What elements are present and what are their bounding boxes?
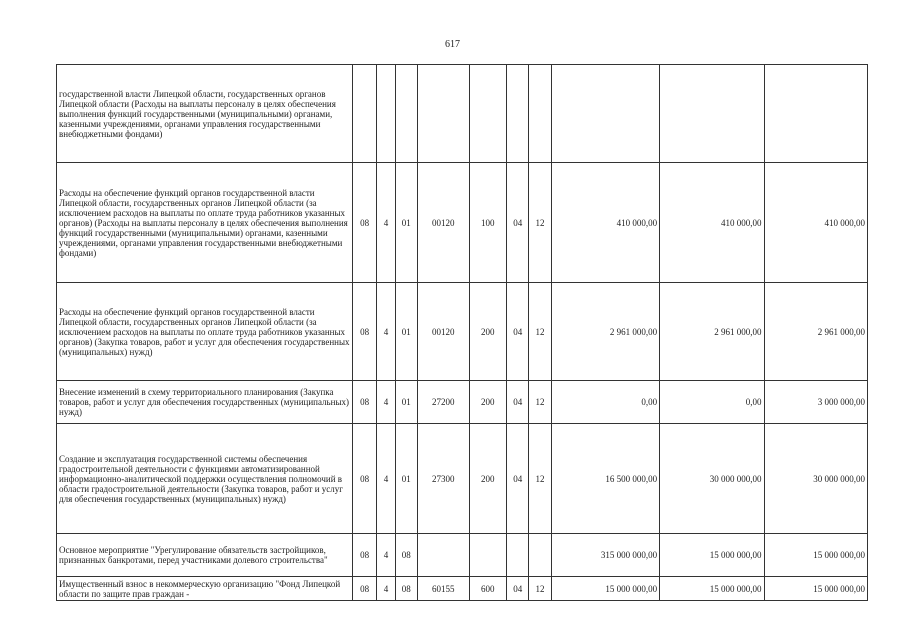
- code-cell: [469, 534, 507, 577]
- code-cell: [377, 65, 395, 163]
- code-cell: 00120: [417, 283, 469, 381]
- code-cell: 08: [353, 577, 377, 601]
- amount-cell: 0,00: [551, 381, 659, 424]
- amount-cell: 0,00: [660, 381, 764, 424]
- code-cell: 01: [395, 381, 417, 424]
- budget-table: [56, 64, 868, 601]
- code-cell: [529, 65, 551, 163]
- amount-cell: [764, 65, 867, 163]
- code-cell: 60155: [417, 577, 469, 601]
- code-cell: [529, 534, 551, 577]
- amount-cell: 16 500 000,00: [551, 424, 659, 534]
- amount-cell: 2 961 000,00: [660, 283, 764, 381]
- code-cell: 08: [353, 424, 377, 534]
- row-description: Создание и эксплуатация государственной системы обеспечения градостроительной деятельности с функциями автоматизированной информационно-аналитической поддержки осуществления полномочий в области градостроительной деятельности (Закупка товаров, работ и услуг для обеспечения государственных (муниципальных) нужд): [57, 424, 353, 534]
- amount-cell: 15 000 000,00: [660, 577, 764, 601]
- code-cell: 00120: [417, 163, 469, 283]
- amount-cell: [660, 65, 764, 163]
- code-cell: 04: [507, 283, 529, 381]
- code-cell: 12: [529, 381, 551, 424]
- amount-cell: 15 000 000,00: [764, 577, 867, 601]
- amount-cell: 3 000 000,00: [764, 381, 867, 424]
- code-cell: 04: [507, 424, 529, 534]
- code-cell: 200: [469, 424, 507, 534]
- code-cell: 4: [377, 163, 395, 283]
- code-cell: 12: [529, 283, 551, 381]
- code-cell: 100: [469, 163, 507, 283]
- code-cell: 4: [377, 424, 395, 534]
- row-description: Расходы на обеспечение функций органов государственной власти Липецкой области, государственных органов Липецкой области (за исключением расходов на выплаты по оплате труда работников указанных органов) (Расходы на выплаты персоналу в целях обеспечения выполнения функций государственными (муниципальными) органами, казенными учреждениями, органами управления государственными внебюджетными фондами): [57, 163, 353, 283]
- table-row: [57, 534, 868, 577]
- code-cell: 08: [395, 577, 417, 601]
- code-cell: 12: [529, 577, 551, 601]
- code-cell: 08: [353, 283, 377, 381]
- code-cell: 4: [377, 283, 395, 381]
- code-cell: 04: [507, 577, 529, 601]
- amount-cell: 410 000,00: [660, 163, 764, 283]
- code-cell: [507, 65, 529, 163]
- table-row: [57, 283, 868, 381]
- code-cell: 12: [529, 424, 551, 534]
- table-row: [57, 163, 868, 283]
- amount-cell: 30 000 000,00: [660, 424, 764, 534]
- amount-cell: 410 000,00: [764, 163, 867, 283]
- amount-cell: 2 961 000,00: [764, 283, 867, 381]
- code-cell: 08: [353, 381, 377, 424]
- amount-cell: 2 961 000,00: [551, 283, 659, 381]
- code-cell: 4: [377, 381, 395, 424]
- row-description: государственной власти Липецкой области, государственных органов Липецкой области (Расходы на выплаты персоналу в целях обеспечения выполнения функций государственными (муниципальными) органами, казенными учреждениями, органами управления государственными внебюджетными фондами): [57, 65, 353, 163]
- page-number: 617: [445, 39, 460, 50]
- code-cell: 01: [395, 283, 417, 381]
- amount-cell: 410 000,00: [551, 163, 659, 283]
- code-cell: 12: [529, 163, 551, 283]
- row-description: Внесение изменений в схему территориального планирования (Закупка товаров, работ и услуг для обеспечения государственных (муниципальных) нужд): [57, 381, 353, 424]
- table-row: [57, 577, 868, 601]
- table-row: [57, 65, 868, 163]
- code-cell: [417, 65, 469, 163]
- table-row: [57, 381, 868, 424]
- code-cell: 200: [469, 381, 507, 424]
- code-cell: 08: [395, 534, 417, 577]
- code-cell: 4: [377, 534, 395, 577]
- amount-cell: [551, 65, 659, 163]
- table-row: [57, 424, 868, 534]
- code-cell: 08: [353, 163, 377, 283]
- row-description: Основное мероприятие "Урегулирование обязательств застройщиков, признанных банкротами, перед участниками долевого строительства": [57, 534, 353, 577]
- code-cell: [417, 534, 469, 577]
- code-cell: 600: [469, 577, 507, 601]
- amount-cell: 30 000 000,00: [764, 424, 867, 534]
- code-cell: 27200: [417, 381, 469, 424]
- code-cell: 27300: [417, 424, 469, 534]
- code-cell: 4: [377, 577, 395, 601]
- code-cell: [395, 65, 417, 163]
- code-cell: [507, 534, 529, 577]
- code-cell: [469, 65, 507, 163]
- code-cell: 01: [395, 424, 417, 534]
- code-cell: 04: [507, 381, 529, 424]
- amount-cell: 15 000 000,00: [551, 577, 659, 601]
- code-cell: 04: [507, 163, 529, 283]
- code-cell: 200: [469, 283, 507, 381]
- amount-cell: 15 000 000,00: [660, 534, 764, 577]
- row-description: Имущественный взнос в некоммерческую организацию "Фонд Липецкой области по защите прав граждан -: [57, 577, 353, 601]
- code-cell: 01: [395, 163, 417, 283]
- amount-cell: 315 000 000,00: [551, 534, 659, 577]
- code-cell: [353, 65, 377, 163]
- code-cell: 08: [353, 534, 377, 577]
- amount-cell: 15 000 000,00: [764, 534, 867, 577]
- row-description: Расходы на обеспечение функций органов государственной власти Липецкой области, государственных органов Липецкой области (за исключением расходов на выплаты по оплате труда работников указанных органов) (Закупка товаров, работ и услуг для обеспечения государственных (муниципальных) нужд): [57, 283, 353, 381]
